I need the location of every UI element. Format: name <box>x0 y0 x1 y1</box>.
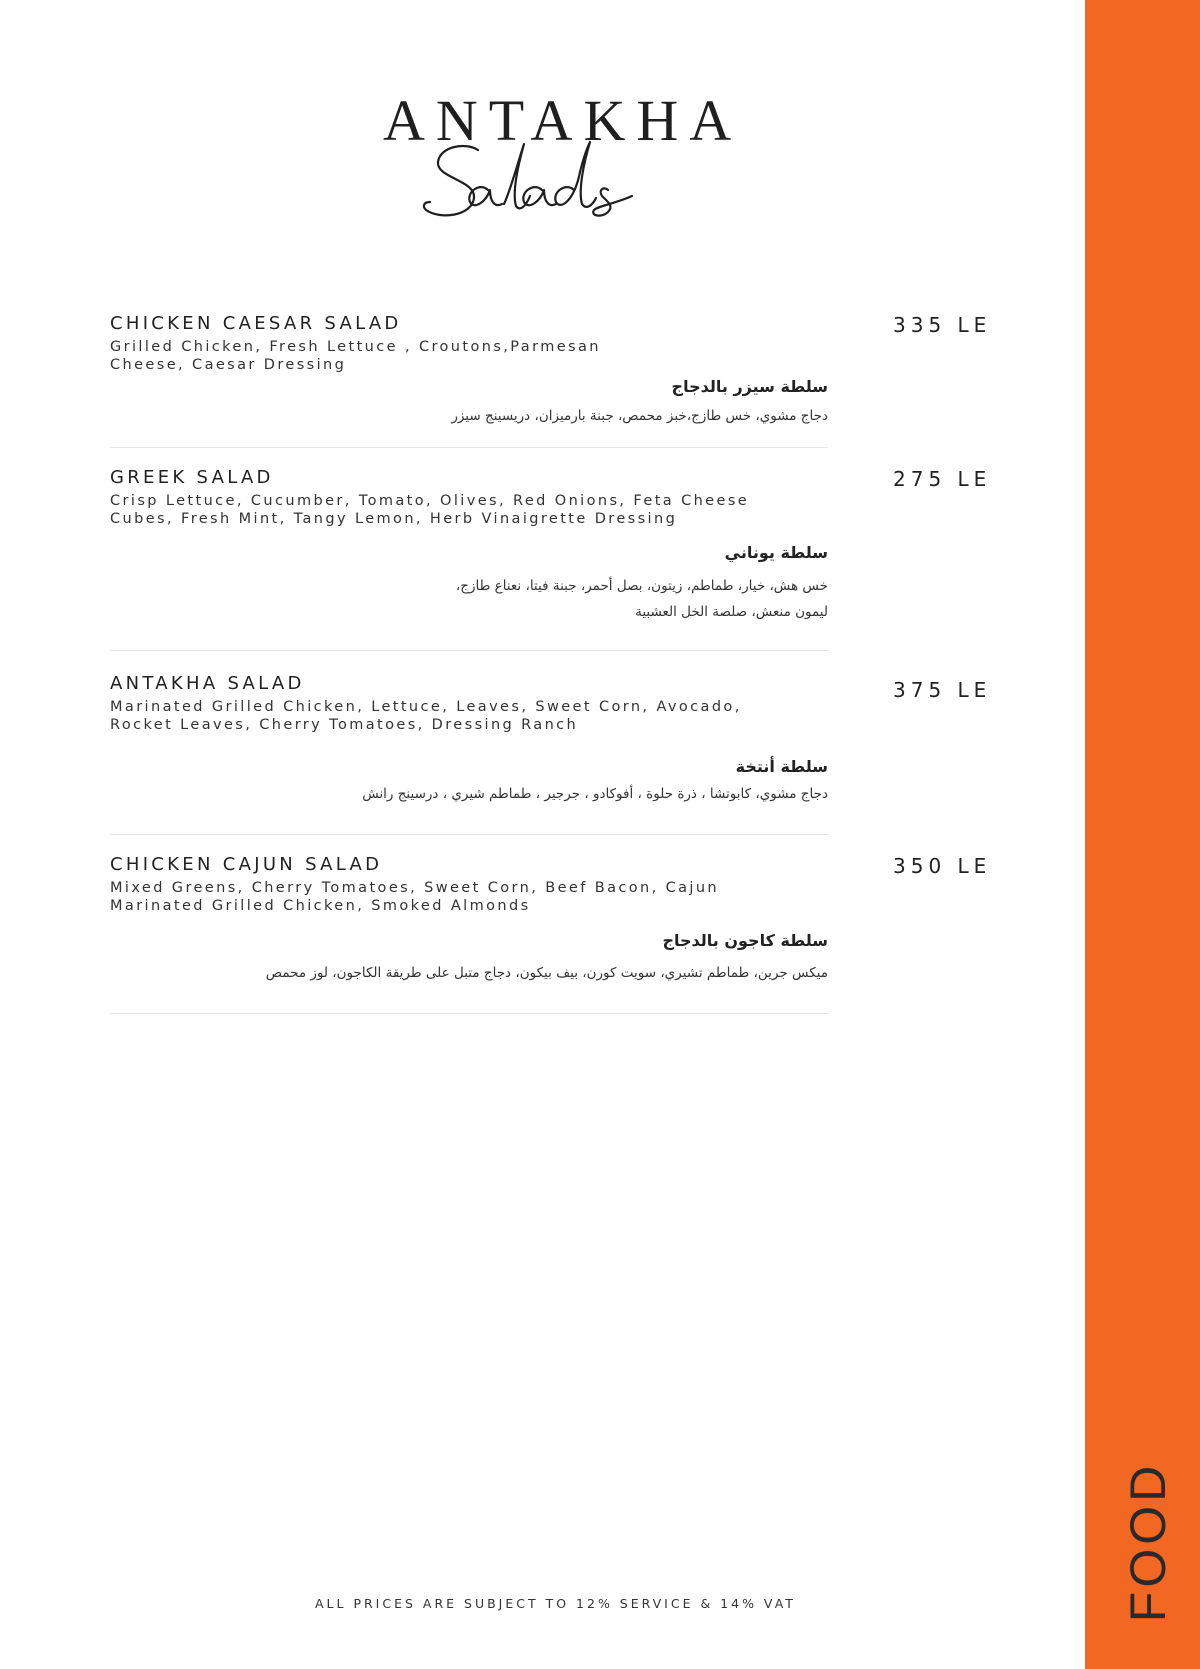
item-price: 350 LE <box>893 854 992 878</box>
item-price: 275 LE <box>893 467 992 491</box>
item-arabic-description: ميكس جرين، طماطم تشيري، سويت كورن، بيف بيكون، دجاج متبل على طريقة الكاجون، لوز محمص <box>265 965 828 981</box>
item-name: CHICKEN CAJUN SALAD <box>110 854 383 875</box>
item-arabic-title: سلطة سيزر بالدجاج <box>671 377 828 396</box>
brand-title: ANTAKHA <box>383 88 743 153</box>
food-section-sidebar <box>1085 0 1200 1669</box>
item-name: CHICKEN CAESAR SALAD <box>110 313 402 334</box>
item-arabic-description: ليمون منعش، صلصة الخل العشبية <box>635 604 828 620</box>
item-arabic-title: سلطة أنتخة <box>735 757 828 776</box>
item-price: 375 LE <box>893 678 992 702</box>
item-divider <box>110 1013 828 1014</box>
item-divider <box>110 650 828 651</box>
item-divider <box>110 834 828 835</box>
item-name: ANTAKHA SALAD <box>110 673 305 694</box>
item-price: 335 LE <box>893 313 992 337</box>
section-label: FOOD <box>1120 1461 1176 1623</box>
salads-script-title <box>418 132 678 232</box>
item-description: Grilled Chicken, Fresh Lettuce , Croutons,Parmesan Cheese, Caesar Dressing <box>110 339 601 373</box>
item-arabic-description: خس هش، خيار، طماطم، زيتون، بصل أحمر، جبنة فيتا، نعناع طازج، <box>455 578 828 594</box>
item-arabic-title: سلطة يوناني <box>724 543 828 562</box>
item-arabic-title: سلطة كاجون بالدجاج <box>662 931 828 950</box>
item-divider <box>110 447 828 448</box>
item-name: GREEK SALAD <box>110 467 274 488</box>
item-description: Marinated Grilled Chicken, Lettuce, Leaves, Sweet Corn, Avocado, Rocket Leaves, Cherry Tomatoes, Dressing Ranch <box>110 699 742 733</box>
item-arabic-description: دجاج مشوي، خس طازج،خبز محمص، جبنة بارميزان، دريسينج سيزر <box>451 408 828 424</box>
item-arabic-description: دجاج مشوي، كابوتشا ، ذرة حلوة ، أفوكادو ، جرجير ، طماطم شيري ، درسينج رانش <box>362 786 828 802</box>
pricing-note: ALL PRICES ARE SUBJECT TO 12% SERVICE & 14% VAT <box>315 1596 796 1611</box>
item-description: Mixed Greens, Cherry Tomatoes, Sweet Corn, Beef Bacon, Cajun Marinated Grilled Chicken, Smoked Almonds <box>110 880 720 914</box>
item-description: Crisp Lettuce, Cucumber, Tomato, Olives, Red Onions, Feta Cheese Cubes, Fresh Mint, Tangy Lemon, Herb Vinaigrette Dressing <box>110 493 750 527</box>
